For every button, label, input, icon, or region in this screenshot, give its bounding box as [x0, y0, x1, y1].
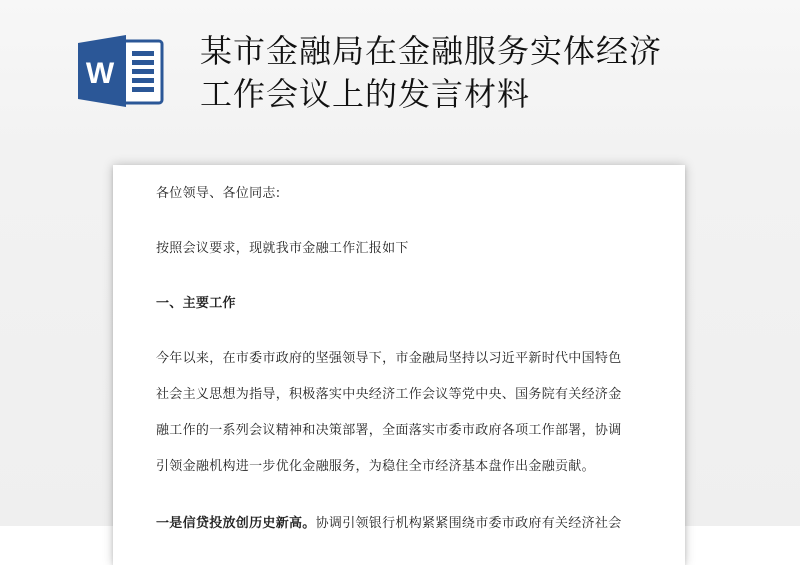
subpoint-text: 协调引领银行机构紧紧围绕市委市政府有关经济社会: [315, 516, 622, 531]
word-icon-letter: W: [85, 57, 115, 90]
document-page: [113, 165, 685, 565]
intro-paragraph: 按照会议要求，现就我市金融工作汇报如下: [156, 241, 409, 256]
word-document-icon: [76, 33, 166, 109]
page-title: [200, 30, 780, 116]
title-line-1: 某市金融局在金融服务实体经济: [200, 32, 663, 70]
subpoint-heading: 一是信贷投放创历史新高。: [156, 516, 316, 531]
body-line-3: 融工作的一系列会议精神和决策部署，全面落实市委市政府各项工作部署，协调: [156, 423, 622, 438]
body-line-1: 今年以来，在市委市政府的坚强领导下，市金融局坚持以习近平新时代中国特色: [156, 351, 622, 366]
salutation: 各位领导、各位同志:: [156, 186, 281, 201]
body-line-4: 引领金融机构进一步优化金融服务，为稳住全市经济基本盘作出金融贡献。: [156, 459, 595, 474]
subpoint-paragraph: [156, 509, 661, 538]
body-line-2: 社会主义思想为指导，积极落实中央经济工作会议等党中央、国务院有关经济金: [156, 387, 622, 402]
title-line-2: 工作会议上的发言材料: [200, 75, 531, 113]
section-heading: 一、主要工作: [156, 296, 236, 311]
